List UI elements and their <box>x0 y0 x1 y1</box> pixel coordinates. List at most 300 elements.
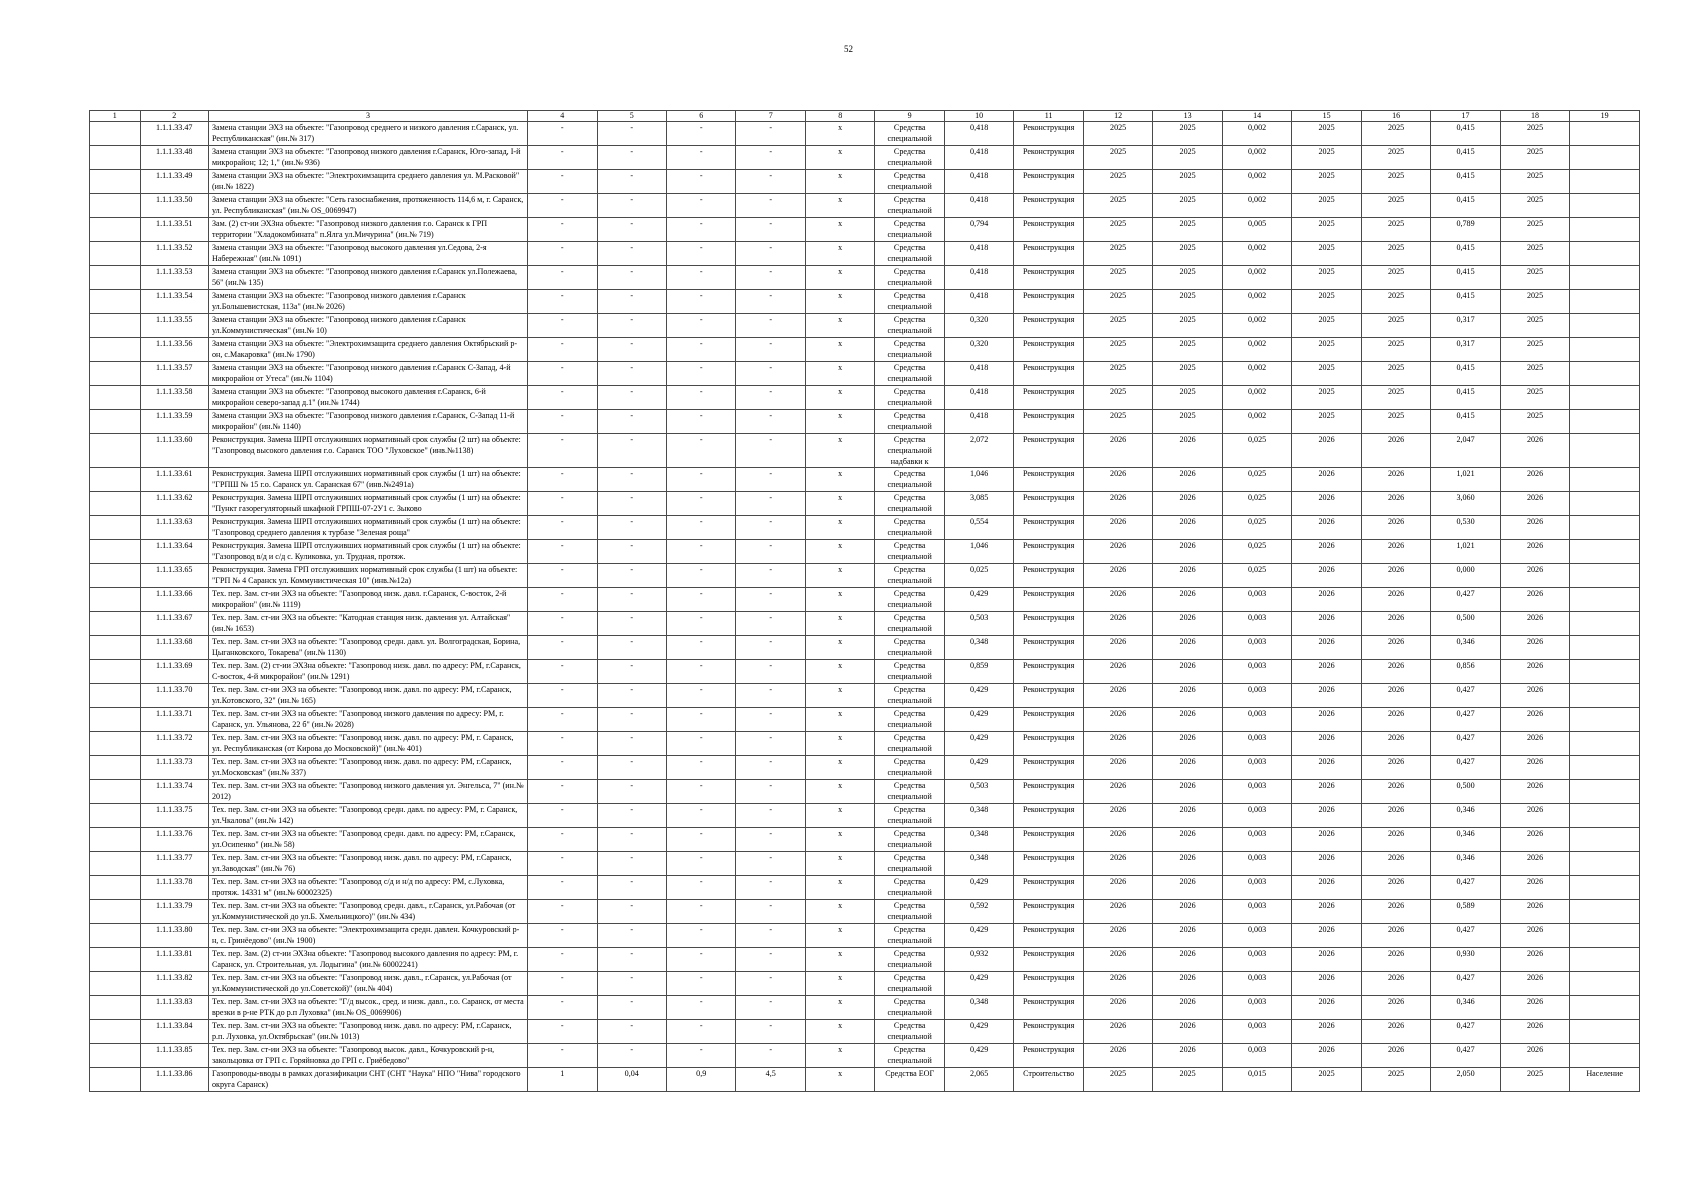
table-cell: - <box>597 290 666 314</box>
table-cell: 2026 <box>1153 612 1222 636</box>
table-cell: 2025 <box>1153 242 1222 266</box>
table-cell: - <box>597 684 666 708</box>
funding-source-cell: Средства специальной <box>875 122 944 146</box>
table-cell: 0,418 <box>944 290 1013 314</box>
table-cell: 0,530 <box>1431 516 1500 540</box>
table-cell: - <box>736 290 805 314</box>
table-cell: 2026 <box>1292 996 1361 1020</box>
table-cell: 2025 <box>1500 314 1569 338</box>
table-cell: x <box>805 972 874 996</box>
table-cell <box>90 564 141 588</box>
table-cell: Реконструкция <box>1014 828 1083 852</box>
table-row <box>90 804 1640 828</box>
table-cell: 2026 <box>1361 804 1430 828</box>
table-cell <box>1570 780 1640 804</box>
table-cell: x <box>805 290 874 314</box>
table-cell: x <box>805 170 874 194</box>
table-cell: 2026 <box>1361 732 1430 756</box>
table-cell: 2026 <box>1292 948 1361 972</box>
table-cell: 2026 <box>1361 876 1430 900</box>
table-cell: 2025 <box>1153 266 1222 290</box>
table-cell: 2026 <box>1292 588 1361 612</box>
item-code-cell: 1.1.1.33.62 <box>140 492 208 516</box>
table-cell <box>90 170 141 194</box>
table-cell: 0,794 <box>944 218 1013 242</box>
table-cell: 2026 <box>1153 660 1222 684</box>
table-cell: Население <box>1570 1068 1640 1092</box>
table-cell: - <box>666 780 735 804</box>
table-cell: 2026 <box>1292 434 1361 468</box>
table-cell: 2026 <box>1361 780 1430 804</box>
table-cell <box>1570 170 1640 194</box>
table-cell: x <box>805 468 874 492</box>
funding-source-cell: Средства специальной <box>875 972 944 996</box>
table-cell: 2026 <box>1083 708 1152 732</box>
table-cell: 2026 <box>1361 636 1430 660</box>
table-cell: 2025 <box>1361 362 1430 386</box>
table-cell: - <box>528 948 597 972</box>
table-cell: - <box>736 266 805 290</box>
table-cell: 0,003 <box>1222 828 1291 852</box>
object-name-cell: Тех. пер. Зам. ст-ии ЭХЗ на объекте: "Газопровод средн. давл. по адресу: РМ, г. Саранск, ул.Чкалова" (ин.№ 142) <box>208 804 527 828</box>
table-cell: - <box>528 636 597 660</box>
table-row <box>90 122 1640 146</box>
table-cell: 0,002 <box>1222 194 1291 218</box>
table-cell: 2025 <box>1153 410 1222 434</box>
table-cell: 2025 <box>1083 194 1152 218</box>
table-cell: 2026 <box>1083 972 1152 996</box>
table-cell: 0,9 <box>666 1068 735 1092</box>
table-cell: Реконструкция <box>1014 804 1083 828</box>
table-row <box>90 434 1640 468</box>
table-cell: 2026 <box>1083 780 1152 804</box>
table-row <box>90 660 1640 684</box>
table-cell: - <box>736 146 805 170</box>
table-row <box>90 146 1640 170</box>
table-cell: 2025 <box>1153 338 1222 362</box>
table-cell: 2026 <box>1083 540 1152 564</box>
table-row <box>90 1020 1640 1044</box>
table-cell: Реконструкция <box>1014 588 1083 612</box>
object-name-cell: Тех. пер. Зам. ст-ии ЭХЗ на объекте: "Газопровод низк. давл. по адресу: РМ, г.Саранск, р.п. Луховка, ул.Октябрьская" (ин.№ 1013) <box>208 1020 527 1044</box>
table-cell: 2,047 <box>1431 434 1500 468</box>
table-cell: - <box>597 756 666 780</box>
table-cell: - <box>528 756 597 780</box>
table-cell: 0,003 <box>1222 876 1291 900</box>
table-cell <box>90 780 141 804</box>
table-cell: 2025 <box>1292 338 1361 362</box>
item-code-cell: 1.1.1.33.53 <box>140 266 208 290</box>
table-cell: x <box>805 852 874 876</box>
table-row <box>90 338 1640 362</box>
table-cell: - <box>597 588 666 612</box>
table-cell: - <box>528 708 597 732</box>
table-cell: Реконструкция <box>1014 972 1083 996</box>
table-cell: 2025 <box>1083 386 1152 410</box>
table-cell: 0,346 <box>1431 828 1500 852</box>
table-cell: - <box>528 588 597 612</box>
table-cell: - <box>528 242 597 266</box>
table-cell: - <box>597 540 666 564</box>
table-cell: - <box>666 290 735 314</box>
table-cell: 0,003 <box>1222 612 1291 636</box>
table-cell: - <box>528 852 597 876</box>
table-cell: 0,025 <box>944 564 1013 588</box>
table-cell <box>90 852 141 876</box>
funding-source-cell: Средства специальной <box>875 804 944 828</box>
item-code-cell: 1.1.1.33.57 <box>140 362 208 386</box>
table-cell <box>1570 588 1640 612</box>
table-cell: x <box>805 948 874 972</box>
item-code-cell: 1.1.1.33.70 <box>140 684 208 708</box>
table-cell: 0,348 <box>944 636 1013 660</box>
table-cell: Реконструкция <box>1014 146 1083 170</box>
object-name-cell: Тех. пер. Зам. (2) ст-ии ЭХЗна объекте: "Газопровод высокого давления по адресу: РМ, г. Саранск, ул. Строительная, ул. Лодыгина" (ин.№ 60002241) <box>208 948 527 972</box>
table-cell: 2025 <box>1292 170 1361 194</box>
table-cell: 0,348 <box>944 996 1013 1020</box>
table-cell: - <box>666 972 735 996</box>
table-cell: 0,003 <box>1222 588 1291 612</box>
table-cell: 2026 <box>1500 924 1569 948</box>
table-cell: 2026 <box>1292 684 1361 708</box>
table-cell: 0,427 <box>1431 876 1500 900</box>
table-cell: - <box>736 386 805 410</box>
table-cell <box>90 362 141 386</box>
table-cell: 2026 <box>1500 852 1569 876</box>
table-cell: Реконструкция <box>1014 612 1083 636</box>
table-row <box>90 540 1640 564</box>
table-cell: x <box>805 242 874 266</box>
table-cell: 2026 <box>1083 516 1152 540</box>
table-cell: 2026 <box>1500 804 1569 828</box>
table-cell <box>90 242 141 266</box>
table-cell: 2026 <box>1292 564 1361 588</box>
table-cell: 0,003 <box>1222 852 1291 876</box>
column-number-header: 16 <box>1361 111 1430 122</box>
table-cell <box>90 1068 141 1092</box>
table-cell: - <box>736 194 805 218</box>
table-cell: Реконструкция <box>1014 290 1083 314</box>
table-cell: - <box>666 266 735 290</box>
table-cell <box>1570 290 1640 314</box>
table-cell: 2026 <box>1153 492 1222 516</box>
table-cell: - <box>666 684 735 708</box>
table-cell: 2026 <box>1153 972 1222 996</box>
table-cell: Строительство <box>1014 1068 1083 1092</box>
object-name-cell: Замена станции ЭХЗ на объекте: "Газопровод низкого давления г.Саранск, Юго-запад, I-й микрорайон; 12; 1," (ин.№ 936) <box>208 146 527 170</box>
table-cell: - <box>666 876 735 900</box>
table-cell: 2026 <box>1361 588 1430 612</box>
item-code-cell: 1.1.1.33.75 <box>140 804 208 828</box>
table-cell: Реконструкция <box>1014 516 1083 540</box>
table-cell: 0,418 <box>944 362 1013 386</box>
table-row <box>90 516 1640 540</box>
item-code-cell: 1.1.1.33.65 <box>140 564 208 588</box>
table-cell <box>90 540 141 564</box>
table-cell: - <box>736 588 805 612</box>
table-cell: - <box>528 410 597 434</box>
table-cell: - <box>597 410 666 434</box>
funding-source-cell: Средства специальной <box>875 924 944 948</box>
table-cell: 2026 <box>1500 1044 1569 1068</box>
item-code-cell: 1.1.1.33.86 <box>140 1068 208 1092</box>
table-cell: 2026 <box>1153 780 1222 804</box>
funding-source-cell: Средства специальной <box>875 218 944 242</box>
table-cell: 0,429 <box>944 588 1013 612</box>
table-cell: - <box>736 660 805 684</box>
table-cell: 1,046 <box>944 468 1013 492</box>
table-cell <box>90 588 141 612</box>
funding-source-cell: Средства специальной <box>875 996 944 1020</box>
table-cell <box>1570 708 1640 732</box>
table-cell: - <box>666 732 735 756</box>
table-cell: 2026 <box>1361 660 1430 684</box>
table-cell: x <box>805 780 874 804</box>
table-cell: 2026 <box>1292 972 1361 996</box>
table-row <box>90 972 1640 996</box>
item-code-cell: 1.1.1.33.48 <box>140 146 208 170</box>
table-cell: Реконструкция <box>1014 948 1083 972</box>
table-cell: 2026 <box>1083 948 1152 972</box>
table-cell: 0,002 <box>1222 290 1291 314</box>
item-code-cell: 1.1.1.33.68 <box>140 636 208 660</box>
table-cell: - <box>597 876 666 900</box>
funding-source-cell: Средства специальной <box>875 410 944 434</box>
table-cell: 0,418 <box>944 170 1013 194</box>
table-cell: - <box>528 1020 597 1044</box>
table-cell: 2025 <box>1083 1068 1152 1092</box>
table-cell: 2025 <box>1292 362 1361 386</box>
table-cell: 0,427 <box>1431 756 1500 780</box>
table-row <box>90 290 1640 314</box>
table-cell: 2025 <box>1500 338 1569 362</box>
table-cell <box>1570 338 1640 362</box>
table-cell: Реконструкция <box>1014 1044 1083 1068</box>
table-cell: - <box>528 780 597 804</box>
object-name-cell: Замена станции ЭХЗ на объекте: "Газопровод низкого давления г.Саранск ул.Коммунистическая" (ин.№ 10) <box>208 314 527 338</box>
table-cell: 2026 <box>1083 684 1152 708</box>
table-row <box>90 588 1640 612</box>
table-cell: 0,002 <box>1222 410 1291 434</box>
table-cell: 2025 <box>1361 170 1430 194</box>
column-number-header: 12 <box>1083 111 1152 122</box>
table-row <box>90 636 1640 660</box>
table-cell <box>90 468 141 492</box>
table-cell: 0,003 <box>1222 756 1291 780</box>
table-cell: - <box>597 780 666 804</box>
table-cell: Реконструкция <box>1014 266 1083 290</box>
column-number-header: 9 <box>875 111 944 122</box>
table-cell: x <box>805 924 874 948</box>
table-cell: - <box>666 146 735 170</box>
object-name-cell: Тех. пер. Зам. ст-ии ЭХЗ на объекте: "Газопровод с/д и н/д по адресу: РМ, с.Луховка, протяж. 14331 м" (ин.№ 60002325) <box>208 876 527 900</box>
table-cell <box>1570 612 1640 636</box>
table-cell: - <box>528 386 597 410</box>
table-cell <box>90 828 141 852</box>
table-cell: - <box>597 804 666 828</box>
table-cell: - <box>666 314 735 338</box>
table-cell <box>1570 434 1640 468</box>
table-cell: 0,859 <box>944 660 1013 684</box>
table-cell: 2026 <box>1500 684 1569 708</box>
table-cell: x <box>805 492 874 516</box>
table-cell: 2025 <box>1153 386 1222 410</box>
table-cell: - <box>528 122 597 146</box>
table-cell <box>1570 828 1640 852</box>
table-cell: 2025 <box>1500 146 1569 170</box>
table-cell: 3,060 <box>1431 492 1500 516</box>
column-number-header: 15 <box>1292 111 1361 122</box>
table-cell: 0,429 <box>944 708 1013 732</box>
funding-source-cell: Средства специальной <box>875 588 944 612</box>
table-cell: 1,021 <box>1431 468 1500 492</box>
table-cell: 0,003 <box>1222 924 1291 948</box>
table-cell: Реконструкция <box>1014 242 1083 266</box>
funding-source-cell: Средства специальной <box>875 468 944 492</box>
funding-source-cell: Средства специальной <box>875 852 944 876</box>
table-cell: - <box>736 636 805 660</box>
object-name-cell: Тех. пер. Зам. ст-ии ЭХЗ на объекте: "Г/д высок., сред. и низк. давл., г.о. Саранск, от места врезки в р-не РТК до р.п Луховка" (ин.№ OS_0069906) <box>208 996 527 1020</box>
table-cell: 2026 <box>1292 492 1361 516</box>
table-row <box>90 362 1640 386</box>
table-cell: 2025 <box>1361 290 1430 314</box>
table-cell: - <box>597 852 666 876</box>
column-number-header: 7 <box>736 111 805 122</box>
table-cell: 2026 <box>1500 948 1569 972</box>
table-cell: 0,415 <box>1431 242 1500 266</box>
table-cell: - <box>666 636 735 660</box>
table-cell: Реконструкция <box>1014 362 1083 386</box>
table-cell <box>90 612 141 636</box>
table-cell: 0,002 <box>1222 314 1291 338</box>
table-cell: 0,429 <box>944 924 1013 948</box>
table-cell: - <box>736 900 805 924</box>
table-cell: 0,418 <box>944 242 1013 266</box>
item-code-cell: 1.1.1.33.85 <box>140 1044 208 1068</box>
table-cell: 0,932 <box>944 948 1013 972</box>
table-cell: 0,418 <box>944 194 1013 218</box>
table-cell: x <box>805 362 874 386</box>
table-cell: 2026 <box>1292 1020 1361 1044</box>
item-code-cell: 1.1.1.33.73 <box>140 756 208 780</box>
table-cell <box>90 386 141 410</box>
table-cell: 0,427 <box>1431 732 1500 756</box>
table-cell: 0,002 <box>1222 386 1291 410</box>
table-cell: 2025 <box>1153 170 1222 194</box>
table-cell: 2026 <box>1500 732 1569 756</box>
table-cell: - <box>597 948 666 972</box>
table-cell: 0,415 <box>1431 290 1500 314</box>
table-cell: Реконструкция <box>1014 1020 1083 1044</box>
table-cell: 0,415 <box>1431 410 1500 434</box>
table-cell: 0,418 <box>944 146 1013 170</box>
table-cell: x <box>805 636 874 660</box>
table-cell <box>90 972 141 996</box>
table-cell: 0,427 <box>1431 924 1500 948</box>
table-cell: 0,002 <box>1222 266 1291 290</box>
table-cell: 2026 <box>1153 636 1222 660</box>
table-cell: 0,500 <box>1431 780 1500 804</box>
table-cell: - <box>528 660 597 684</box>
table-cell: 2026 <box>1292 660 1361 684</box>
table-cell: 2026 <box>1361 900 1430 924</box>
table-cell: 4,5 <box>736 1068 805 1092</box>
table-cell: - <box>597 146 666 170</box>
table-cell: 0,003 <box>1222 732 1291 756</box>
table-cell: 2026 <box>1361 468 1430 492</box>
table-cell <box>90 516 141 540</box>
table-cell: x <box>805 804 874 828</box>
table-cell: 0,418 <box>944 386 1013 410</box>
table-cell: Реконструкция <box>1014 434 1083 468</box>
table-cell <box>90 1020 141 1044</box>
table-cell <box>1570 314 1640 338</box>
table-row <box>90 900 1640 924</box>
table-cell: 2025 <box>1083 410 1152 434</box>
funding-source-cell: Средства специальной <box>875 314 944 338</box>
table-cell: 2026 <box>1500 780 1569 804</box>
table-cell: 2,050 <box>1431 1068 1500 1092</box>
table-cell: - <box>528 732 597 756</box>
table-cell: x <box>805 756 874 780</box>
table-cell: 2025 <box>1292 386 1361 410</box>
object-name-cell: Замена станции ЭХЗ на объекте: "Газопровод низкого давления г.Саранск ул.Полежаева, 56" (ин.№ 135) <box>208 266 527 290</box>
object-name-cell: Тех. пер. Зам. ст-ии ЭХЗ на объекте: "Газопровод низкого давления ул. Энгельса, 7" (ин.№ 2012) <box>208 780 527 804</box>
column-number-header: 17 <box>1431 111 1500 122</box>
table-cell: x <box>805 386 874 410</box>
funding-source-cell: Средства специальной <box>875 194 944 218</box>
table-cell <box>1570 876 1640 900</box>
table-cell: 0,002 <box>1222 170 1291 194</box>
table-cell: 2025 <box>1292 242 1361 266</box>
table-cell: - <box>736 242 805 266</box>
table-cell: 0,503 <box>944 612 1013 636</box>
table-cell: 0,002 <box>1222 146 1291 170</box>
table-cell: - <box>528 314 597 338</box>
table-cell: x <box>805 434 874 468</box>
table-cell <box>90 756 141 780</box>
table-cell: x <box>805 588 874 612</box>
table-row <box>90 492 1640 516</box>
table-cell <box>1570 492 1640 516</box>
object-name-cell: Реконструкция. Замена ШРП отслуживших нормативный срок службы (1 шт) на объекте: "Пункт газорегуляторный шкафной ГРПШ-07-2У1 с. Зыково <box>208 492 527 516</box>
table-cell <box>1570 540 1640 564</box>
table-cell: - <box>528 434 597 468</box>
table-cell: 0,346 <box>1431 852 1500 876</box>
table-cell: 0,930 <box>1431 948 1500 972</box>
table-cell: 2026 <box>1083 852 1152 876</box>
object-name-cell: Тех. пер. Зам. ст-ии ЭХЗ на объекте: "Газопровод средн. давл., г.Саранск, ул.Рабочая (от ул.Коммунистической до ул.Б. Хмельницкого)" (ин.№ 434) <box>208 900 527 924</box>
table-cell: - <box>666 386 735 410</box>
column-number-header: 19 <box>1570 111 1640 122</box>
table-cell: 2026 <box>1361 852 1430 876</box>
table-cell: - <box>736 122 805 146</box>
item-code-cell: 1.1.1.33.55 <box>140 314 208 338</box>
table-cell: 2025 <box>1083 218 1152 242</box>
table-cell <box>1570 924 1640 948</box>
funding-source-cell: Средства специальной <box>875 900 944 924</box>
table-cell: 2025 <box>1500 242 1569 266</box>
table-cell: 2025 <box>1153 194 1222 218</box>
table-cell: - <box>736 362 805 386</box>
table-cell: 0,003 <box>1222 996 1291 1020</box>
table-cell: - <box>666 1044 735 1068</box>
table-cell: x <box>805 540 874 564</box>
table-row <box>90 852 1640 876</box>
table-cell <box>1570 386 1640 410</box>
table-cell: - <box>736 218 805 242</box>
table-cell: 0,003 <box>1222 900 1291 924</box>
